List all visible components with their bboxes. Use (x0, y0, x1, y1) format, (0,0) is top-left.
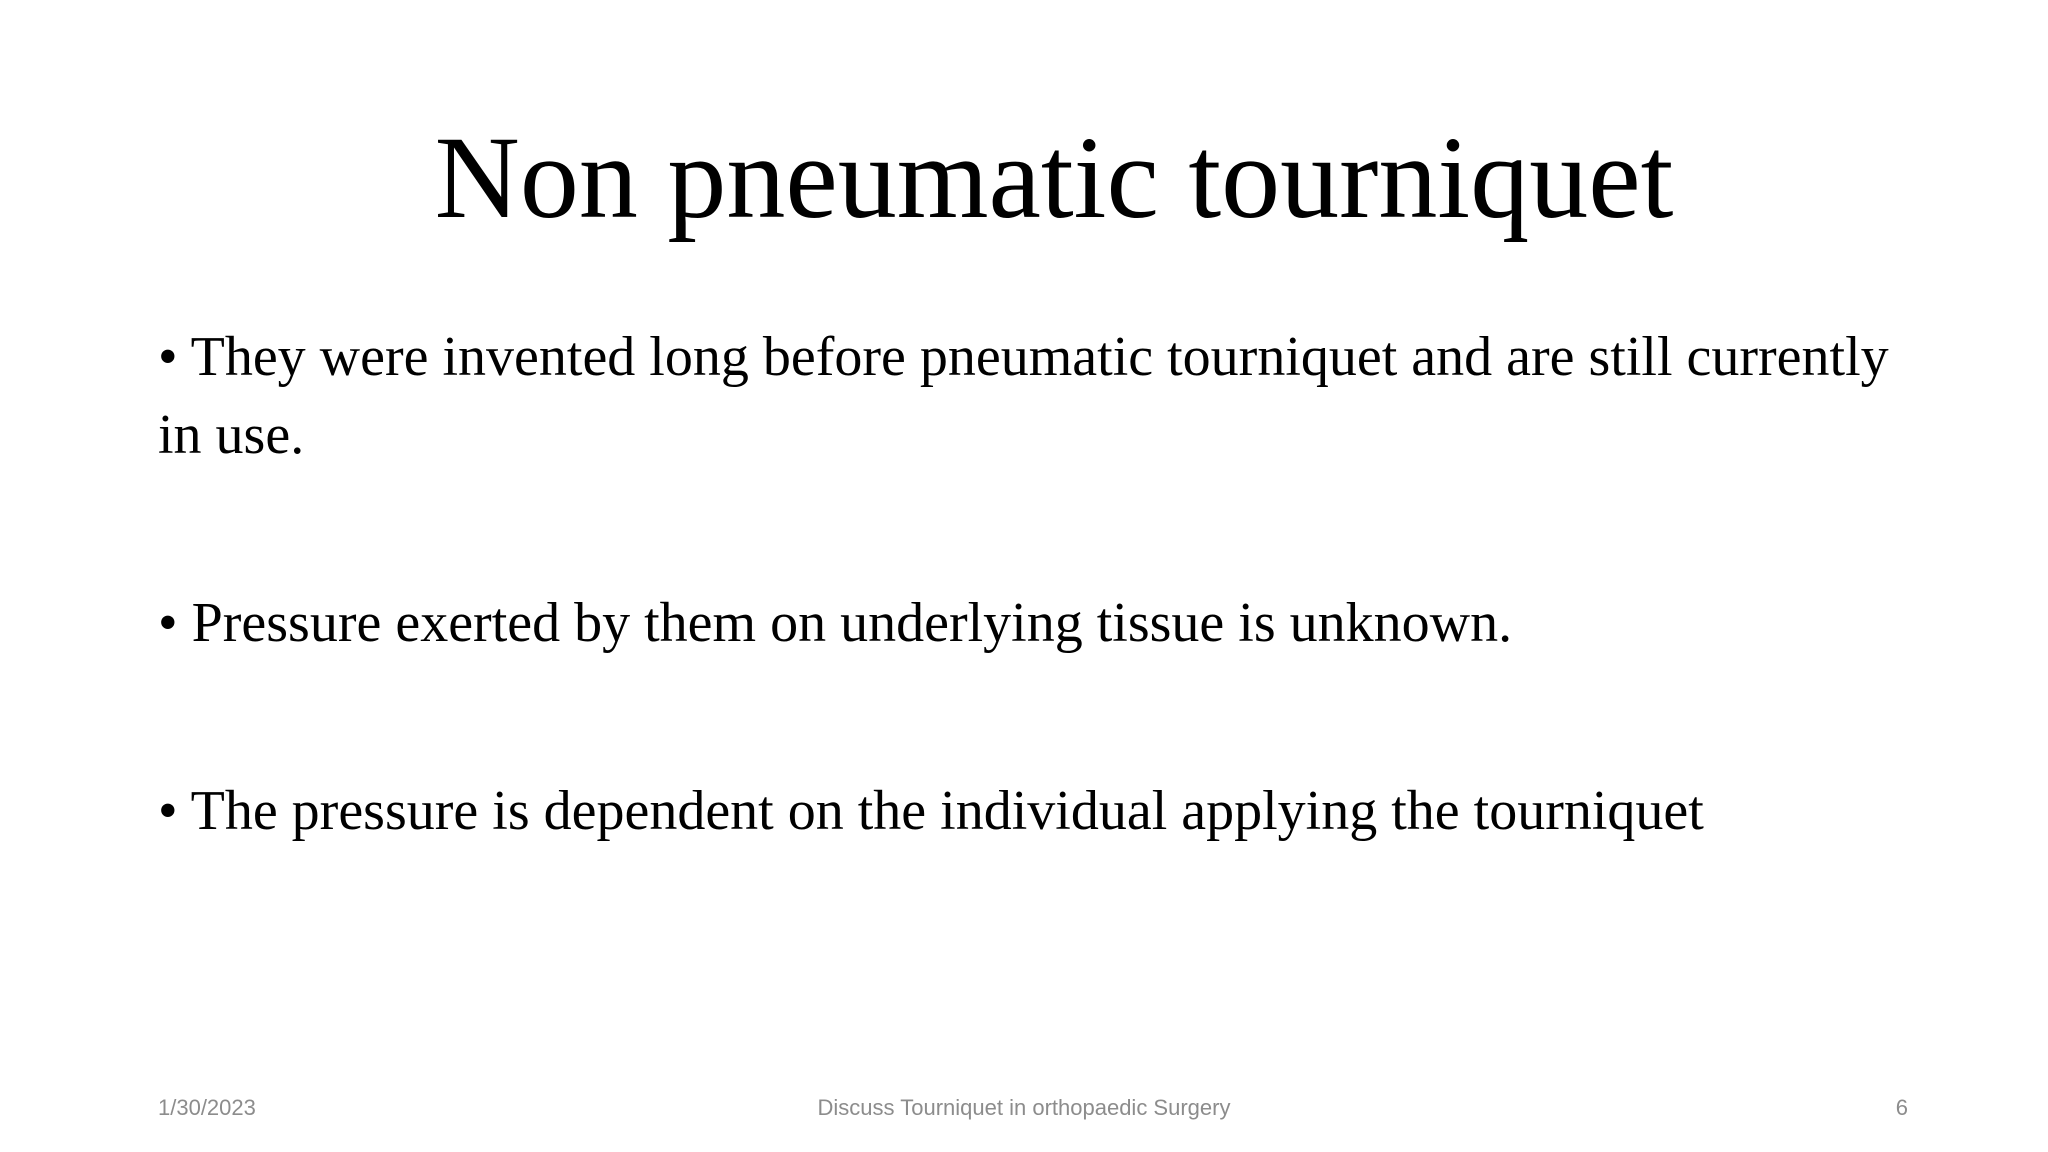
bullet-item (158, 772, 1918, 850)
page-number: 6 (1895, 1095, 1908, 1120)
slide-title: Non pneumatic tourniquet (434, 112, 1674, 243)
bullet-text: They were invented long before pneumatic tourniquet and are still currently in use. (158, 326, 1889, 466)
bullet-item (158, 318, 1918, 474)
bullet-dot-icon: • (158, 592, 178, 654)
bullet-dot-icon: • (158, 780, 178, 842)
bullet-item (158, 584, 1918, 662)
bullet-text: Pressure exerted by them on underlying tissue is unknown. (191, 592, 1513, 654)
bullet-text: The pressure is dependent on the individual applying the tourniquet (190, 780, 1704, 842)
bullet-list (158, 318, 1918, 850)
bullet-dot-icon: • (158, 326, 178, 388)
footer-date: 1/30/2023 (158, 1095, 256, 1120)
footer-title: Discuss Tourniquet in orthopaedic Surgery (817, 1095, 1231, 1120)
